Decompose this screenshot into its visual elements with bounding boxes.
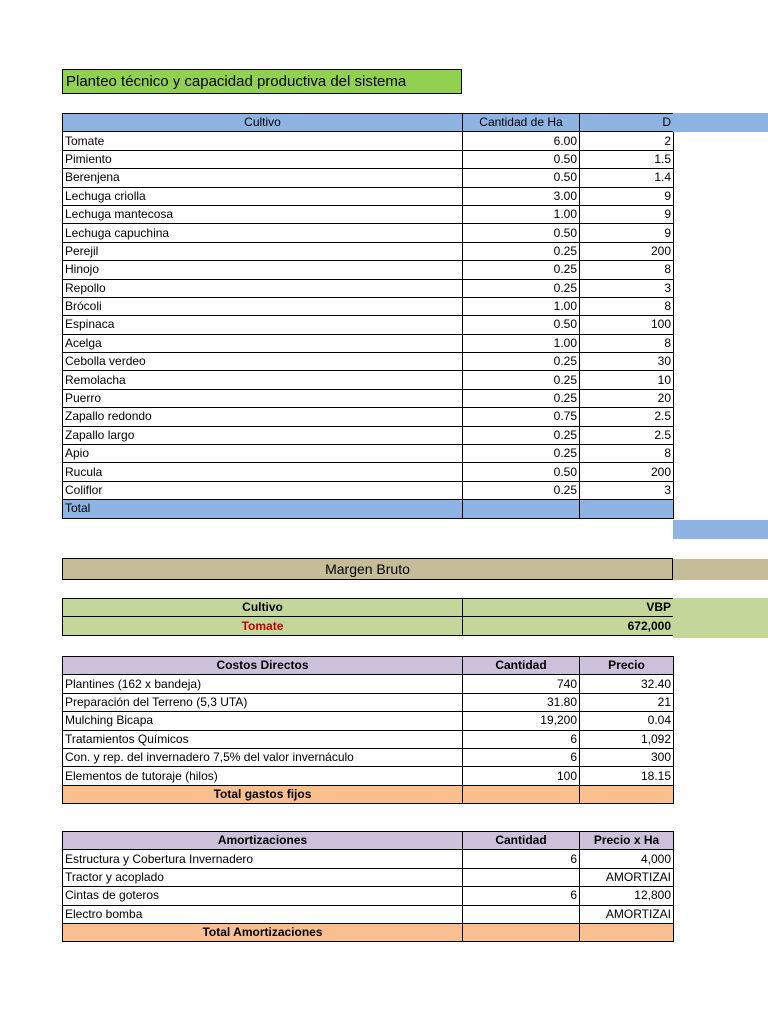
total-amort-cantidad [463, 923, 580, 941]
cantidad-ha: 0.25 [463, 261, 580, 279]
table-row [63, 371, 674, 389]
header-cultivo: Cultivo [63, 114, 463, 132]
d-value: 8 [580, 334, 674, 352]
header-amortizaciones: Amortizaciones [63, 832, 463, 850]
cultivo-name: Cebolla verdeo [63, 353, 463, 371]
costos-directos-table [62, 656, 674, 804]
amortizacion-concepto: Electro bomba [63, 905, 463, 923]
costo-precio: 32.40 [580, 675, 674, 693]
table-row [63, 169, 674, 187]
table-row [63, 426, 674, 444]
table-row [63, 316, 674, 334]
amortizaciones-header-row [63, 832, 674, 850]
table-row [63, 481, 674, 499]
amortizacion-concepto: Estructura y Cobertura Invernadero [63, 850, 463, 868]
vbp-header-vbp: VBP [463, 599, 674, 617]
costo-precio: 1,092 [580, 730, 674, 748]
table-row [63, 408, 674, 426]
total-extension [673, 520, 768, 539]
table-row [63, 850, 674, 868]
vbp-extension [673, 598, 768, 638]
costo-concepto: Con. y rep. del invernadero 7,5% del valor invernáculo [63, 748, 463, 766]
cantidad-ha: 6.00 [463, 132, 580, 150]
margen-bruto-title: Margen Bruto [62, 558, 673, 580]
d-value: 2.5 [580, 426, 674, 444]
table-row [63, 353, 674, 371]
costo-concepto: Preparación del Terreno (5,3 UTA) [63, 693, 463, 711]
amortizacion-precio: 4,000 [580, 850, 674, 868]
cultivo-name: Remolacha [63, 371, 463, 389]
costo-precio: 21 [580, 693, 674, 711]
header-precio-ha: Precio x Ha [580, 832, 674, 850]
costo-concepto: Mulching Bicapa [63, 712, 463, 730]
cultivos-header-row [63, 114, 674, 132]
vbp-value: 672,000 [463, 617, 674, 635]
costo-precio: 18.15 [580, 767, 674, 785]
table-row [63, 389, 674, 407]
cantidad-ha: 1.00 [463, 334, 580, 352]
header-d: D [580, 114, 674, 132]
header-cantidad: Cantidad [463, 832, 580, 850]
costo-cantidad: 100 [463, 767, 580, 785]
d-value: 2 [580, 132, 674, 150]
costo-cantidad: 31.80 [463, 693, 580, 711]
vbp-row [63, 617, 674, 635]
costo-precio: 0.04 [580, 712, 674, 730]
d-value: 100 [580, 316, 674, 334]
cantidad-ha: 1.00 [463, 205, 580, 223]
amortizacion-concepto: Cintas de goteros [63, 887, 463, 905]
d-value: 10 [580, 371, 674, 389]
cultivo-name: Espinaca [63, 316, 463, 334]
cantidad-ha: 0.25 [463, 242, 580, 260]
table-row [63, 445, 674, 463]
costo-concepto: Tratamientos Químicos [63, 730, 463, 748]
table-row [63, 675, 674, 693]
cultivos-table [62, 113, 674, 519]
header-cantidad-ha: Cantidad de Ha [463, 114, 580, 132]
d-value: 30 [580, 353, 674, 371]
costo-precio: 300 [580, 748, 674, 766]
total-label: Total [63, 500, 463, 518]
total-amortizaciones-label: Total Amortizaciones [63, 923, 463, 941]
amortizacion-precio: AMORTIZAI [580, 905, 674, 923]
header-extension [673, 113, 768, 132]
cultivo-name: Repollo [63, 279, 463, 297]
table-row [63, 187, 674, 205]
amortizacion-cantidad [463, 868, 580, 886]
cultivo-name: Apio [63, 445, 463, 463]
cantidad-ha: 0.25 [463, 279, 580, 297]
d-value: 9 [580, 205, 674, 223]
amortizacion-cantidad [463, 905, 580, 923]
table-row [63, 767, 674, 785]
cultivo-name: Puerro [63, 389, 463, 407]
costo-cantidad: 6 [463, 730, 580, 748]
d-value: 1.5 [580, 150, 674, 168]
cultivo-name: Acelga [63, 334, 463, 352]
d-value: 200 [580, 242, 674, 260]
d-value: 9 [580, 187, 674, 205]
cultivo-name: Lechuga mantecosa [63, 205, 463, 223]
total-gastos-precio [580, 785, 674, 803]
d-value: 2.5 [580, 408, 674, 426]
vbp-header-cultivo: Cultivo [63, 599, 463, 617]
total-gastos-cantidad [463, 785, 580, 803]
table-row [63, 463, 674, 481]
table-row [63, 712, 674, 730]
d-value: 8 [580, 261, 674, 279]
cultivo-name: Lechuga capuchina [63, 224, 463, 242]
vbp-cultivo: Tomate [63, 617, 463, 635]
cultivo-name: Pimiento [63, 150, 463, 168]
costo-concepto: Elementos de tutoraje (hilos) [63, 767, 463, 785]
cantidad-ha: 0.50 [463, 150, 580, 168]
table-row [63, 905, 674, 923]
d-value: 9 [580, 224, 674, 242]
cantidad-ha: 0.50 [463, 224, 580, 242]
cultivo-name: Zapallo redondo [63, 408, 463, 426]
table-row [63, 334, 674, 352]
table-row [63, 150, 674, 168]
cantidad-ha: 0.50 [463, 316, 580, 334]
cultivos-total-row [63, 500, 674, 518]
costos-total-row [63, 785, 674, 803]
cultivo-name: Coliflor [63, 481, 463, 499]
cultivo-name: Hinojo [63, 261, 463, 279]
table-row [63, 868, 674, 886]
amortizacion-cantidad: 6 [463, 887, 580, 905]
amortizaciones-total-row [63, 923, 674, 941]
cultivo-name: Zapallo largo [63, 426, 463, 444]
table-row [63, 261, 674, 279]
d-value: 3 [580, 481, 674, 499]
table-row [63, 132, 674, 150]
total-d [580, 500, 674, 518]
vbp-header-row [63, 599, 674, 617]
amortizacion-precio: 12,800 [580, 887, 674, 905]
sheet-title: Planteo técnico y capacidad productiva del sistema [62, 69, 462, 94]
total-gastos-fijos-label: Total gastos fijos [63, 785, 463, 803]
cantidad-ha: 0.25 [463, 481, 580, 499]
d-value: 200 [580, 463, 674, 481]
margen-bruto-extension [673, 559, 768, 580]
cultivo-name: Rucula [63, 463, 463, 481]
cantidad-ha: 0.75 [463, 408, 580, 426]
d-value: 8 [580, 445, 674, 463]
amortizacion-concepto: Tractor y acoplado [63, 868, 463, 886]
costo-cantidad: 19,200 [463, 712, 580, 730]
table-row [63, 279, 674, 297]
total-amort-precio [580, 923, 674, 941]
costos-header-row [63, 657, 674, 675]
table-row [63, 730, 674, 748]
d-value: 1.4 [580, 169, 674, 187]
cultivo-name: Brócoli [63, 297, 463, 315]
table-row [63, 887, 674, 905]
table-row [63, 693, 674, 711]
table-row [63, 205, 674, 223]
cantidad-ha: 0.25 [463, 353, 580, 371]
cantidad-ha: 0.50 [463, 463, 580, 481]
vbp-table [62, 598, 674, 636]
d-value: 20 [580, 389, 674, 407]
costo-cantidad: 6 [463, 748, 580, 766]
cantidad-ha: 0.25 [463, 445, 580, 463]
costo-cantidad: 740 [463, 675, 580, 693]
cultivo-name: Perejil [63, 242, 463, 260]
cultivo-name: Lechuga criolla [63, 187, 463, 205]
header-costos-directos: Costos Directos [63, 657, 463, 675]
cantidad-ha: 1.00 [463, 297, 580, 315]
table-row [63, 224, 674, 242]
amortizacion-precio: AMORTIZAI [580, 868, 674, 886]
cultivo-name: Berenjena [63, 169, 463, 187]
header-cantidad: Cantidad [463, 657, 580, 675]
cantidad-ha: 0.50 [463, 169, 580, 187]
amortizaciones-table [62, 831, 674, 942]
costo-concepto: Plantines (162 x bandeja) [63, 675, 463, 693]
cantidad-ha: 0.25 [463, 426, 580, 444]
total-cantidad [463, 500, 580, 518]
cantidad-ha: 0.25 [463, 371, 580, 389]
cantidad-ha: 0.25 [463, 389, 580, 407]
cantidad-ha: 3.00 [463, 187, 580, 205]
table-row [63, 297, 674, 315]
amortizacion-cantidad: 6 [463, 850, 580, 868]
cultivo-name: Tomate [63, 132, 463, 150]
header-precio: Precio [580, 657, 674, 675]
d-value: 8 [580, 297, 674, 315]
table-row [63, 242, 674, 260]
d-value: 3 [580, 279, 674, 297]
table-row [63, 748, 674, 766]
